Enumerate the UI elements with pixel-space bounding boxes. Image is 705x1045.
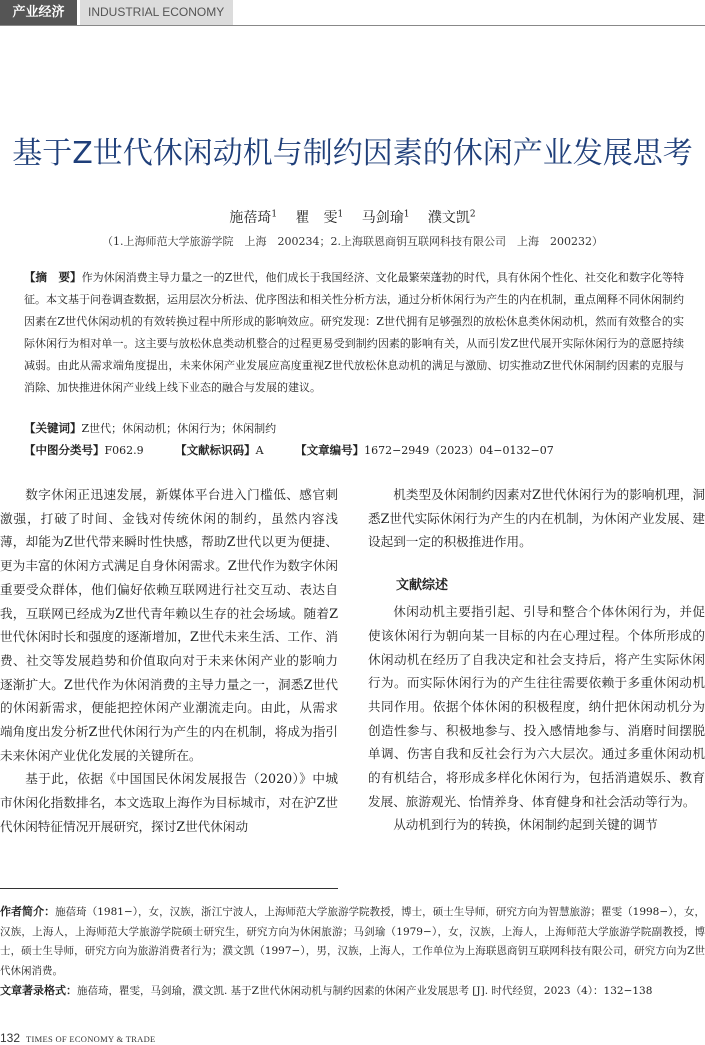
clc-value: F062.9 <box>104 444 144 457</box>
body-paragraph: 机类型及休闲制约因素对Z世代休闲行为的影响机理，洞悉Z世代实际休闲行为产生的内在机制，为休闲产业发展、建设起到一定的积极推进作用。 <box>368 487 705 550</box>
author-bio-text: 施蓓琦（1981−），女，汉族，浙江宁波人，上海师范大学旅游学院教授，博士，硕士生导师，研究方向为智慧旅游；瞿雯（1998−），女，汉族，上海人，上海师范大学旅游学院硕士研究生，研究方向为休闲旅游；马剑瑜（1979−），女，汉族，上海人，上海师范大学旅游学院副教授，博士，硕士生导师，研究方向为旅游消费者行为；濮文凯（1997−），男，汉族，上海人，工作单位为上海联恩商钥互联网科技有限公司，研究方向为Z世代休闲消费。 <box>0 906 705 977</box>
author-name: 施蓓琦 <box>229 210 272 226</box>
author-affil-mark: 2 <box>469 209 476 220</box>
classification-line <box>24 440 684 461</box>
body-paragraph: 数字休闲正迅速发展，新媒体平台进入门槛低、感官刺激强，打破了时间、金钱对传统休闲的制约，虽然内容浅薄，却能为Z世代带来瞬时性快感，帮助Z世代以更为便捷、更为丰富的休闲方式满足自身休闲需求。Z世代作为数字休闲重要受众群体，他们偏好依赖互联网进行社交互动、表达自我，互联网已经成为Z世代青年赖以生存的社会场域。随着Z世代休闲时长和强度的逐渐增加，Z世代未来生活、工作、消费、社交等发展趋势和价值取向对于未来休闲产业的影响力逐渐扩大。Z世代作为休闲消费的主导力量之一，洞悉Z世代的休闲新需求，便能把控休闲产业潮流走向。由此，从需求端角度出发分析Z世代休闲行为产生的内在机制，将成为指引未来休闲产业优化发展的关键所在。 <box>0 487 338 763</box>
author-bio <box>0 902 705 981</box>
article-number-label: 【文章编号】 <box>295 443 365 457</box>
author-name: 马剑瑜 <box>361 210 404 226</box>
abstract-text: 作为休闲消费主导力量之一的Z世代，他们成长于我国经济、文化最繁荣蓬勃的时代，具有休闲个性化、社交化和数字化等特征。本文基于问卷调查数据，运用层次分析法、优序图法和相关性分析方法，通过分析休闲行为产生的内在机制，重点阐释不同休闲制约因素在Z世代休闲动机的有效转换过程中所形成的影响效应。研究发现：Z世代拥有足够强烈的放松休息类休闲动机，然而有效整合的实际休闲行为相对单一。这主要与放松休息类动机整合的过程更易受到制约因素的影响有关，从而引发Z世代展开实际休闲行为的意愿持续减弱。由此从需求端角度提出，未来休闲产业发展应高度重视Z世代放松休息动机的满足与激励、切实推动Z世代休闲制约因素的克服与消除、加快推进休闲产业线上线下业态的融合与发展的建议。 <box>24 271 685 394</box>
author-bio-label: 作者简介： <box>0 905 56 918</box>
keywords <box>24 418 684 439</box>
author-list <box>0 207 705 227</box>
section-heading: 文献综述 <box>396 578 449 594</box>
article-title: 基于Z世代休闲动机与制约因素的休闲产业发展思考 <box>12 136 693 171</box>
doc-code-value: A <box>255 444 264 457</box>
author-affil-mark: 1 <box>337 209 344 220</box>
body-paragraph: 休闲动机主要指引起、引导和整合个体休闲行为，并促使该休闲行为朝向某一目标的内在心理过程。个体所形成的休闲动机在经历了自我决定和社会支持后，将产生实际休闲行为。而实际休闲行为的产生往往需要依赖于多重休闲动机共同作用。依据个体休闲的积极程度，纳什把休闲动机分为创造性参与、积极地参与、投入感情地参与、消磨时间摆脱单调、伤害自我和反社会行为六大层次。通过多重休闲动机的有机结合，将形成多样化休闲行为，包括消遣娱乐、教育发展、旅游观光、怡情养身、体育健身和社会活动等行为。 <box>368 604 705 809</box>
running-header <box>0 0 705 25</box>
citation-label: 文章著录格式： <box>0 984 77 997</box>
keywords-label: 【关键词】 <box>24 421 82 435</box>
journal-name: TIMES OF ECONOMY & TRADE <box>26 1034 156 1044</box>
citation-text: 施蓓琦，瞿雯，马剑瑜，濮文凯. 基于Z世代休闲动机与制约因素的休闲产业发展思考 [J]. 时代经贸，2023（4）：132−138 <box>77 985 653 997</box>
author-affil-mark: 1 <box>403 209 410 220</box>
footnote-rule <box>0 888 338 889</box>
body-column-left <box>0 483 338 839</box>
article-number-value: 1672−2949（2023）04−0132−07 <box>364 444 554 457</box>
header-rule <box>0 25 705 26</box>
body-column-right <box>368 483 705 837</box>
page-number: 132 <box>0 1031 21 1045</box>
section-category-en: INDUSTRIAL ECONOMY <box>80 0 233 25</box>
section-category: 产业经济 <box>0 0 77 25</box>
body-paragraph: 从动机到行为的转换，休闲制约起到关键的调节 <box>393 817 658 833</box>
abstract-label: 【摘 要】 <box>24 270 82 284</box>
author-name: 瞿 雯 <box>295 210 338 226</box>
citation-format <box>0 981 705 1002</box>
author-affil-mark: 1 <box>271 209 278 220</box>
affiliation: （1.上海师范大学旅游学院 上海 200234；2.上海联恩商钥互联网科技有限公司 上海 200232） <box>102 235 603 248</box>
abstract <box>24 266 684 399</box>
body-paragraph: 基于此，依据《中国国民休闲发展报告（2020）》中城市休闲化指数排名，本文选取上海作为目标城市，对在沪Z世代休闲特征情况开展研究，探讨Z世代休闲动 <box>0 771 338 834</box>
footnote <box>0 902 705 1002</box>
author-name: 濮文凯 <box>427 210 470 226</box>
doc-code-label: 【文献标识码】 <box>175 443 256 457</box>
clc-label: 【中图分类号】 <box>24 443 105 457</box>
keywords-text: Z世代；休闲动机；休闲行为；休闲制约 <box>81 422 277 435</box>
